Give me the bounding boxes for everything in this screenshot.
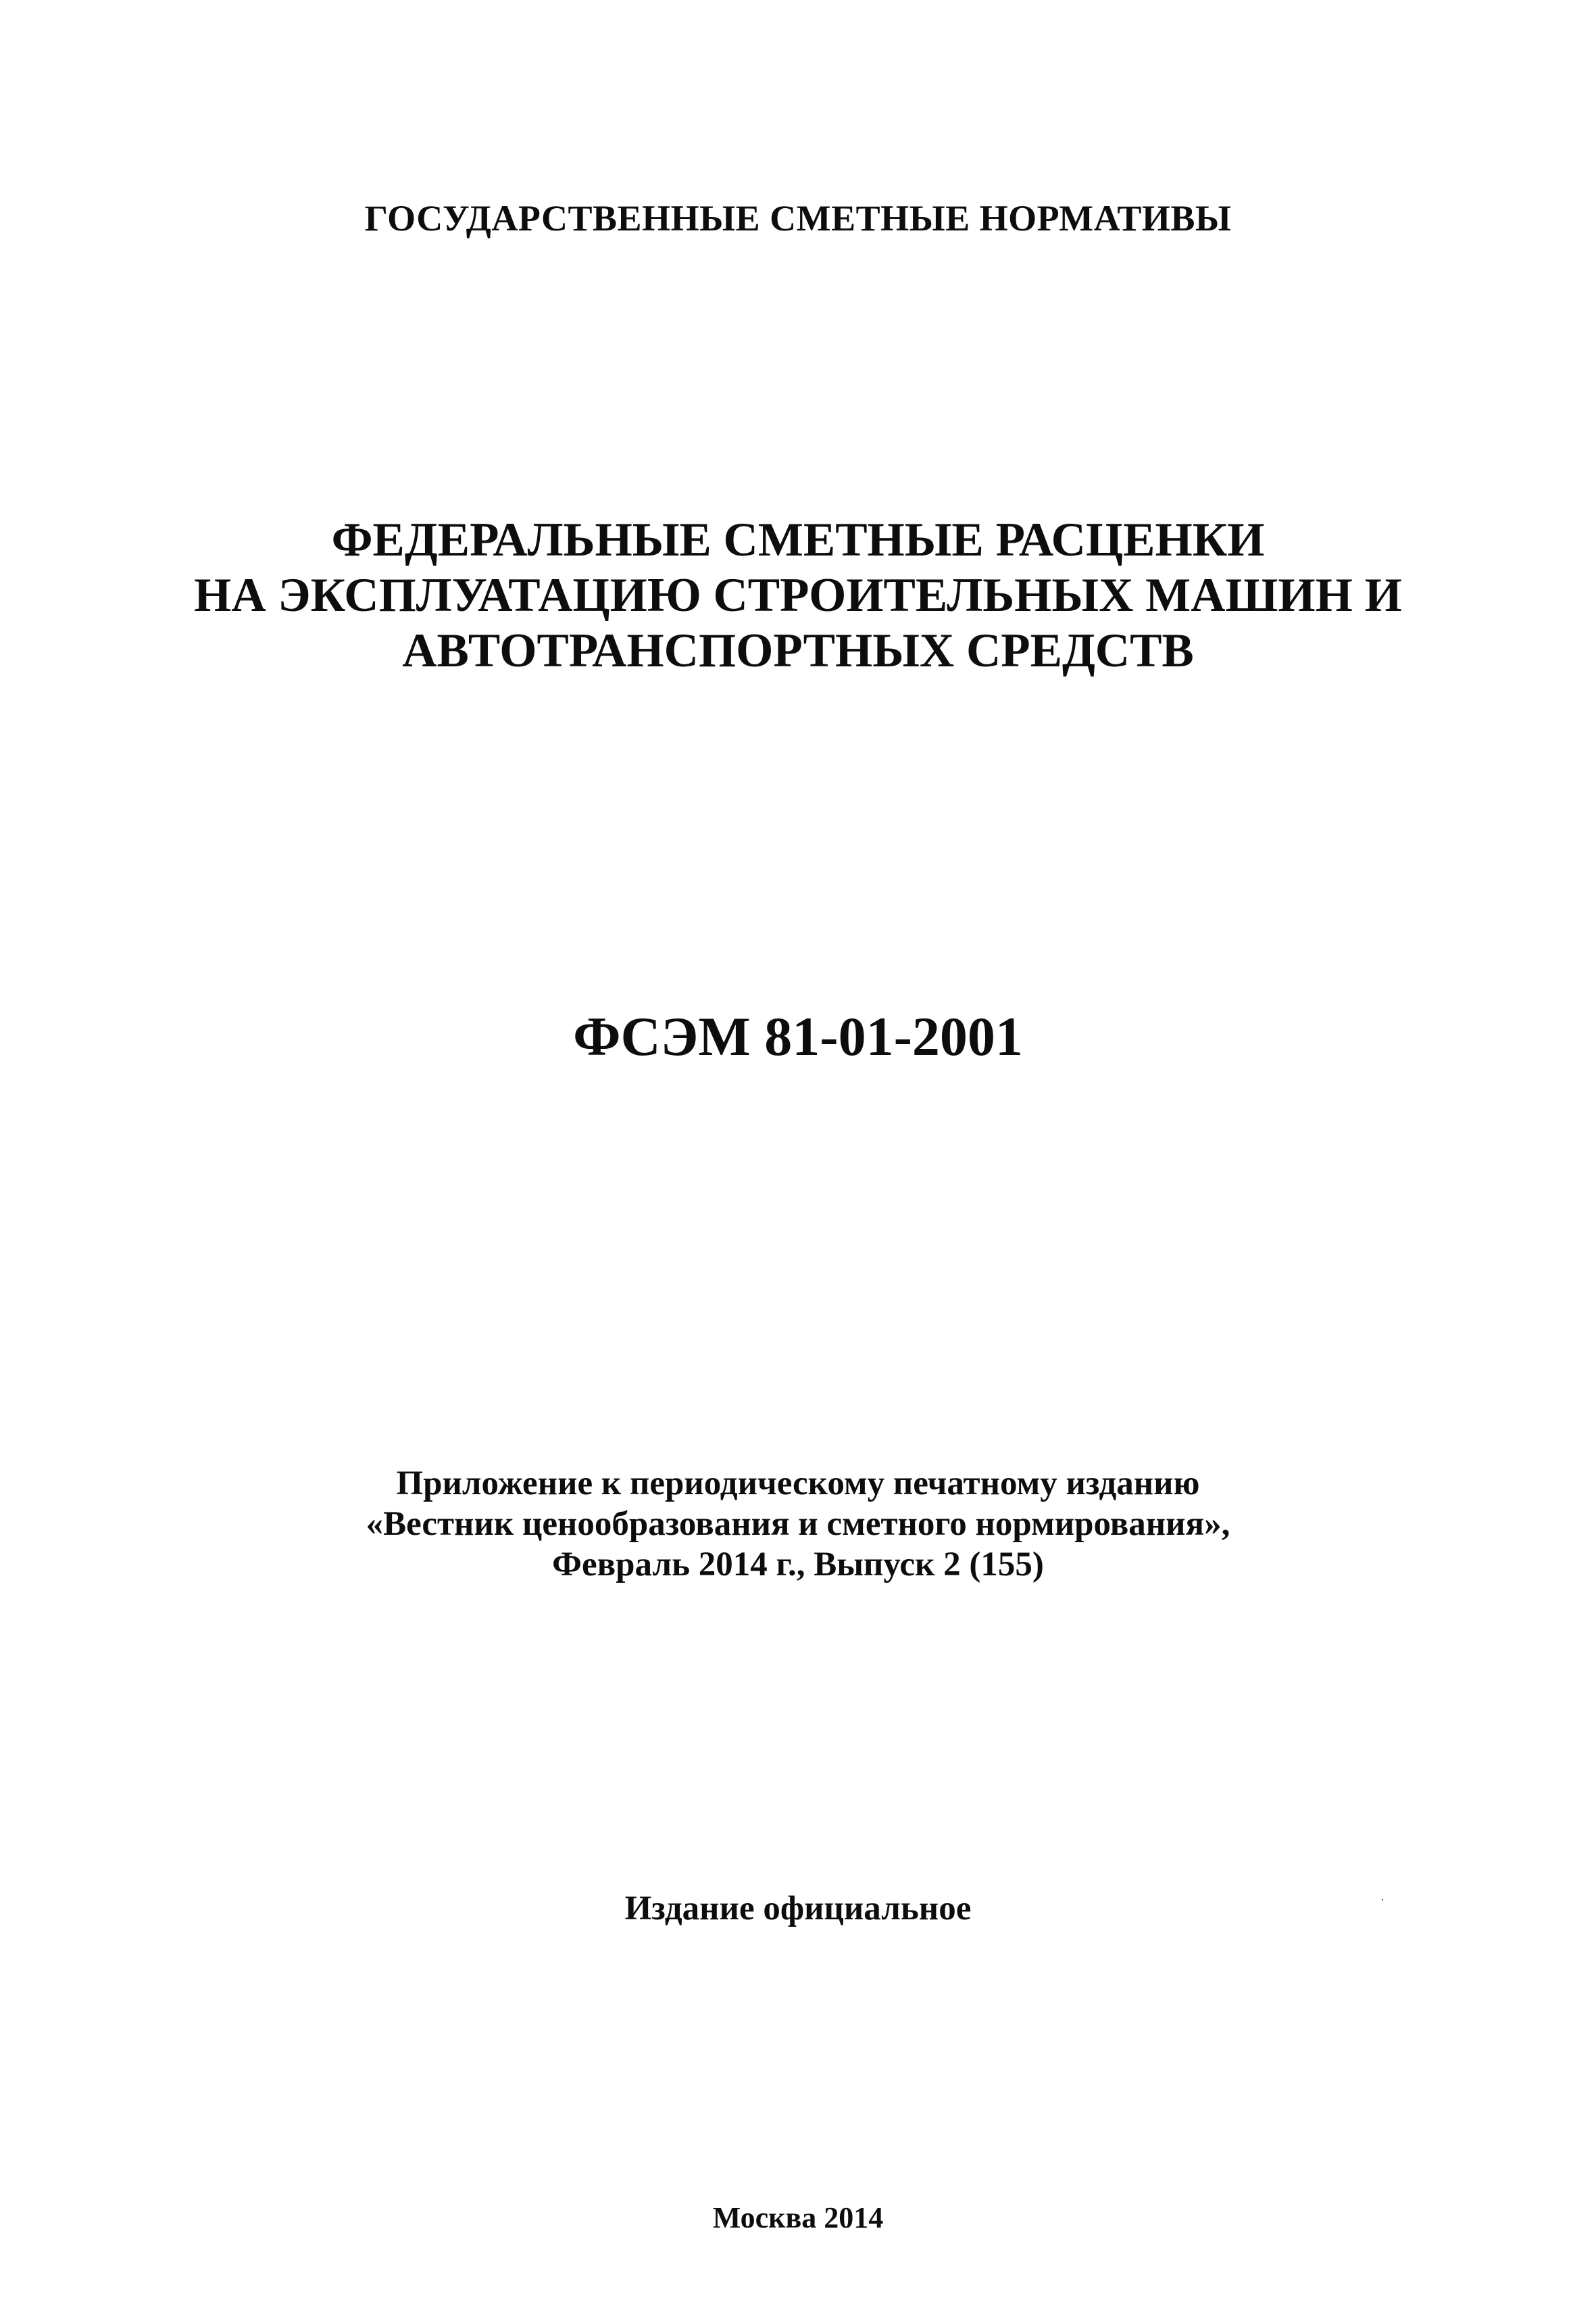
document-title-line-1: ФЕДЕРАЛЬНЫЕ СМЕТНЫЕ РАСЦЕНКИ <box>331 514 1265 566</box>
edition-label: Издание официальное <box>624 1890 972 1927</box>
scan-speck <box>1382 1899 1383 1900</box>
appendix-line-2: «Вестник ценообразования и сметного нормирования», <box>366 1505 1230 1543</box>
document-title-line-2: НА ЭКСПЛУАТАЦИЮ СТРОИТЕЛЬНЫХ МАШИН И <box>194 569 1402 622</box>
document-header: ГОСУДАРСТВЕННЫЕ СМЕТНЫЕ НОРМАТИВЫ <box>364 198 1232 239</box>
appendix-line-3: Февраль 2014 г., Выпуск 2 (155) <box>552 1546 1044 1583</box>
appendix-line-1: Приложение к периодическому печатному изданию <box>396 1464 1200 1502</box>
document-code: ФСЭМ 81-01-2001 <box>573 1006 1023 1067</box>
document-title-line-3: АВТОТРАНСПОРТНЫХ СРЕДСТВ <box>402 624 1194 677</box>
place-and-year: Москва 2014 <box>712 2201 884 2234</box>
